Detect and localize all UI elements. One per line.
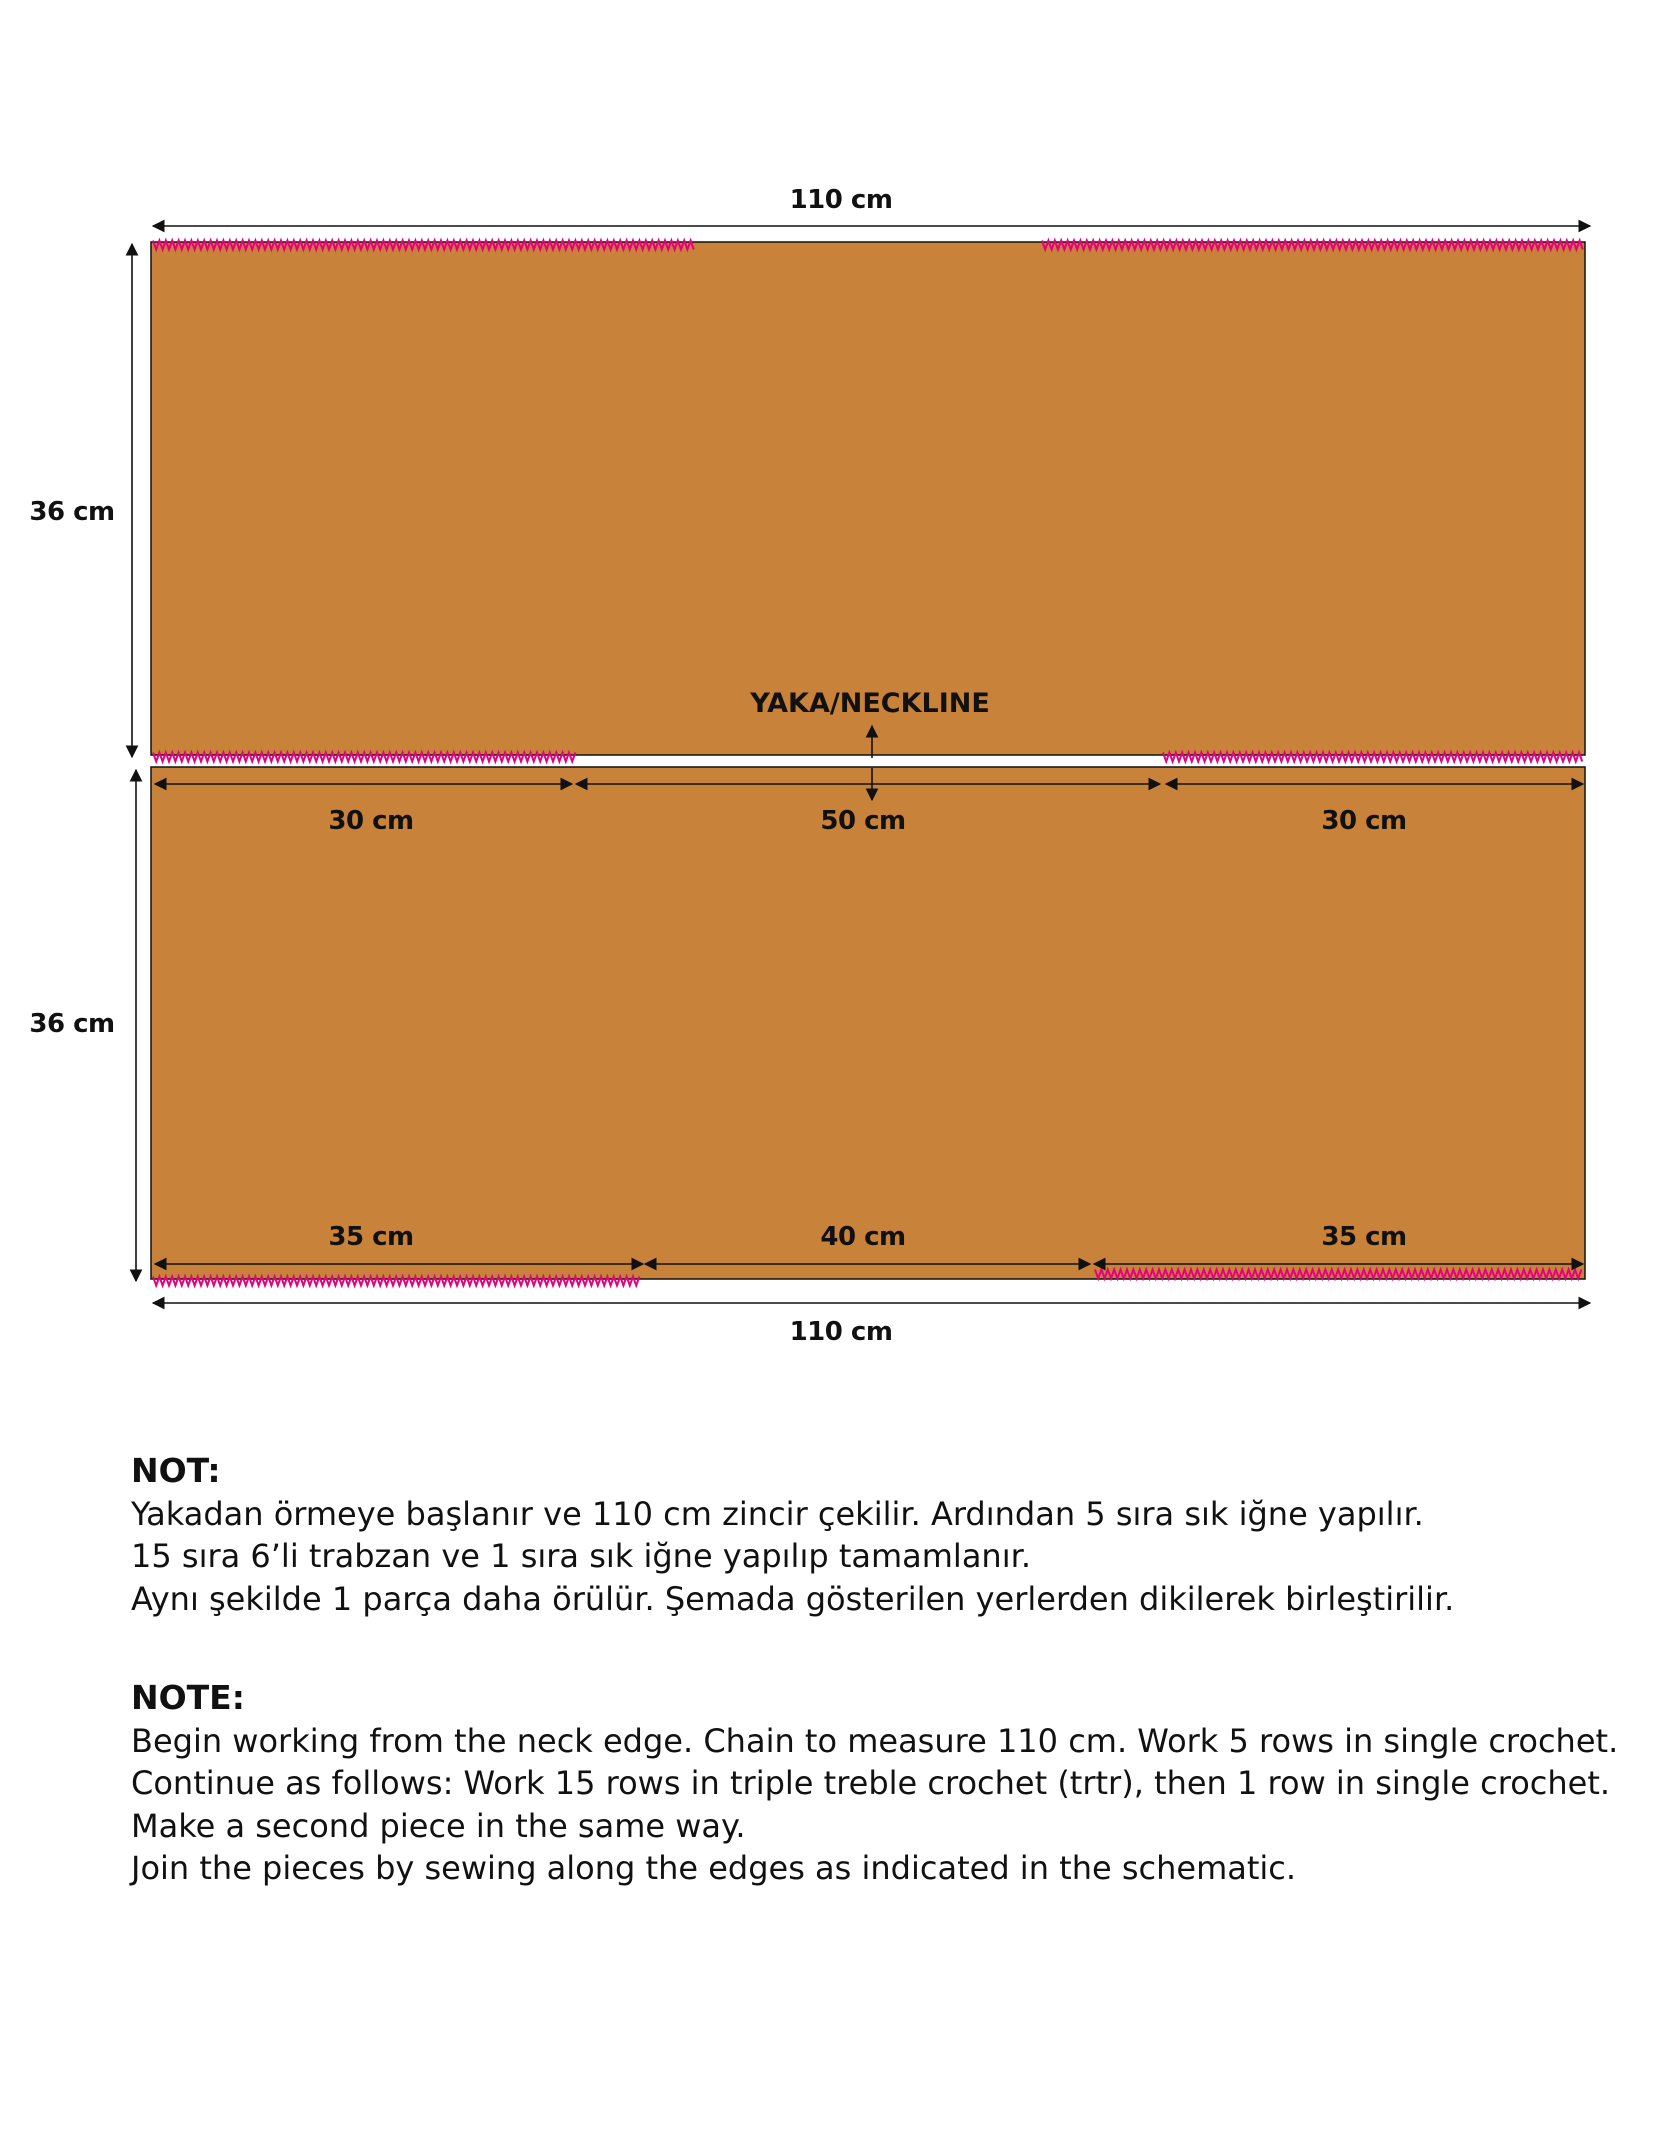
seam-neck-left (153, 753, 575, 762)
lower-height-label: 36 cm (29, 1009, 115, 1039)
english-note-line: Join the pieces by sewing along the edges as indicated in the schematic. (131, 1849, 1297, 1888)
top-width-label: 110 cm (789, 185, 893, 215)
english-note-heading: NOTE: (131, 1678, 245, 1717)
neck-segment-middle-label: 50 cm (820, 806, 906, 836)
bottom-segment-middle-label: 40 cm (820, 1222, 906, 1252)
turkish-note-line: 15 sıra 6’li trabzan ve 1 sıra sık iğne yapılıp tamamlanır. (131, 1537, 1031, 1576)
bottom-width-label: 110 cm (789, 1317, 893, 1347)
english-note-line: Make a second piece in the same way. (131, 1806, 746, 1845)
english-note-line: Continue as follows: Work 15 rows in triple treble crochet (trtr), then 1 row in single crochet. (131, 1764, 1611, 1803)
upper-height-label: 36 cm (29, 497, 115, 527)
turkish-note (131, 1450, 1651, 1620)
neckline-label: YAKA/NECKLINE (750, 688, 990, 719)
turkish-note-heading: NOT: (131, 1451, 221, 1490)
english-note (131, 1677, 1651, 1890)
upper-panel (151, 242, 1585, 755)
lower-panel (151, 767, 1585, 1279)
turkish-note-line: Yakadan örmeye başlanır ve 110 cm zincir çekilir. Ardından 5 sıra sık iğne yapılır. (131, 1494, 1424, 1533)
neck-segment-left-label: 30 cm (328, 806, 414, 836)
bottom-segment-right-label: 35 cm (1321, 1222, 1407, 1252)
english-note-line: Begin working from the neck edge. Chain to measure 110 cm. Work 5 rows in single crochet. (131, 1721, 1619, 1760)
bottom-segment-left-label: 35 cm (328, 1222, 414, 1252)
neck-segment-right-label: 30 cm (1321, 806, 1407, 836)
turkish-note-line: Aynı şekilde 1 parça daha örülür. Şemada gösterilen yerlerden dikilerek birleştirilir. (131, 1579, 1455, 1618)
